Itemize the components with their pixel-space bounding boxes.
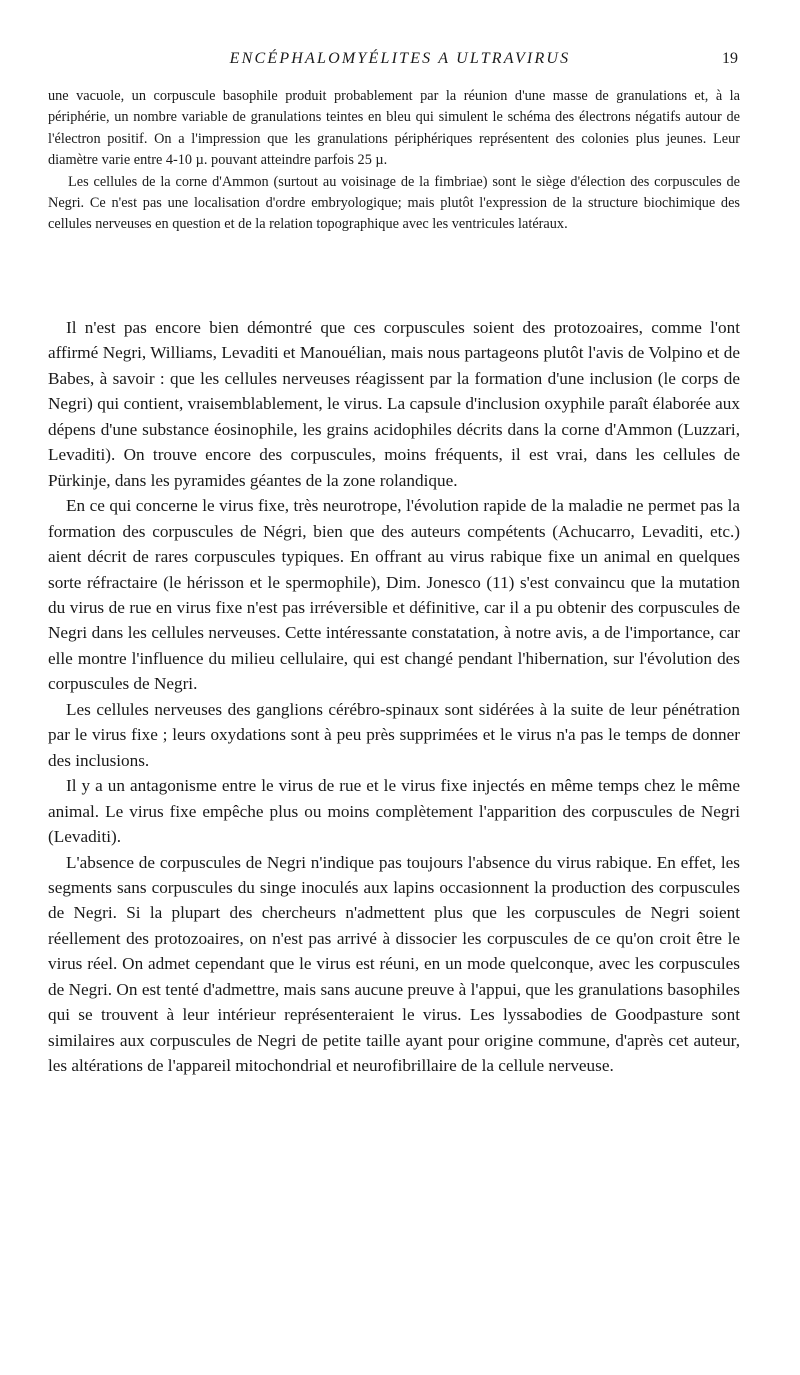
small-paragraph: Les cellules de la corne d'Ammon (surtout au voisinage de la fimbriae) sont le siège d'élection des corpuscules de Negri. Ce n'est pas une localisation d'ordre embryologique; mais plutôt l'expression de la structure biochimique des cellules nerveuses en question et de la relation topographique avec les ventricules latéraux.	[48, 173, 740, 233]
body-paragraph: Il y a un antagonisme entre le virus de rue et le virus fixe injectés en même temps chez le même animal. Le virus fixe empêche plus ou moins complètement l'apparition des corpuscules de Negri (Levaditi).	[48, 776, 740, 847]
small-paragraph: une vacuole, un corpuscule basophile produit probablement par la réunion d'une masse de granulations et, à la périphérie, un nombre variable de granulations teintes en bleu qui simulent le schéma des électrons négatifs autour de l'électron positif. On a l'impression que les granulations périphériques représentent des colonies plus jeunes. Leur diamètre varie entre 4-10 µ. pouvant atteindre parfois 25 µ.	[48, 88, 740, 169]
body-paragraph: L'absence de corpuscules de Negri n'indique pas toujours l'absence du virus rabique. En effet, les segments sans corpuscules du singe inoculés aux lapins occasionnent la production des corpuscules de Negri. Si la plupart des chercheurs n'admettent plus que les corpuscules de Negri soient réellement des protozoaires, on n'est pas arrivé à dissocier les corpuscules de ce qu'on croit être le virus réel. On admet cependant que le virus est réuni, en un mode quelconque, avec les corpuscules de Negri. On est tenté d'admettre, mais sans aucune preuve à l'appui, que les granulations basophiles qui se trouvent à leur intérieur représenteraient le virus. Les lyssabodies de Goodpasture sont similaires aux corpuscules de Negri de petite taille ayant pour origine commune, d'après cet auteur, les altérations de l'appareil mitochondrial et neurofibrillaire de la cellule nerveuse.	[48, 852, 740, 1076]
main-text	[48, 315, 740, 1079]
page-header	[0, 50, 800, 74]
page-number: 19	[722, 50, 738, 67]
small-print-section	[48, 86, 740, 236]
body-paragraph: Il n'est pas encore bien démontré que ces corpuscules soient des protozoaires, comme l'ont affirmé Negri, Williams, Levaditi et Manouélian, mais nous partageons plutôt l'avis de Volpino et de Babes, à savoir : que les cellules nerveuses réagissent par la formation d'une inclusion (le corps de Negri) qui contient, vraisemblablement, le virus. La capsule d'inclusion oxyphile paraît élaborée aux dépens d'une substance éosinophile, les grains acidophiles décrits dans la corne d'Ammon (Luzzari, Levaditi). On trouve encore des corpuscules, moins fréquents, il est vrai, dans les cellules de Pürkinje, dans les pyramides géantes de la zone rolandique.	[48, 318, 740, 490]
running-title: ENCÉPHALOMYÉLITES A ULTRAVIRUS	[229, 50, 571, 67]
body-paragraph: Les cellules nerveuses des ganglions cérébro-spinaux sont sidérées à la suite de leur pénétration par le virus fixe ; leurs oxydations sont à peu près supprimées et le virus n'a pas le temps de donner des inclusions.	[48, 699, 740, 770]
body-paragraph: En ce qui concerne le virus fixe, très neurotrope, l'évolution rapide de la maladie ne permet pas la formation des corpuscules de Négri, bien que des auteurs compétents (Achucarro, Levaditi, etc.) aient décrit de rares corpuscules typiques. En offrant au virus rabique fixe un animal en quelques sorte réfractaire (le hérisson et le spermophile), Dim. Jonesco (11) s'est convaincu que la mutation du virus de rue en virus fixe n'est pas irréversible et définitive, car il a pu obtenir des corpuscules de Negri dans les cellules nerveuses. Cette intéressante constatation, à notre avis, a de l'importance, car elle montre l'influence du milieu cellulaire, qui est changé pendant l'hibernation, sur l'évolution des corpuscules de Negri.	[48, 496, 740, 694]
